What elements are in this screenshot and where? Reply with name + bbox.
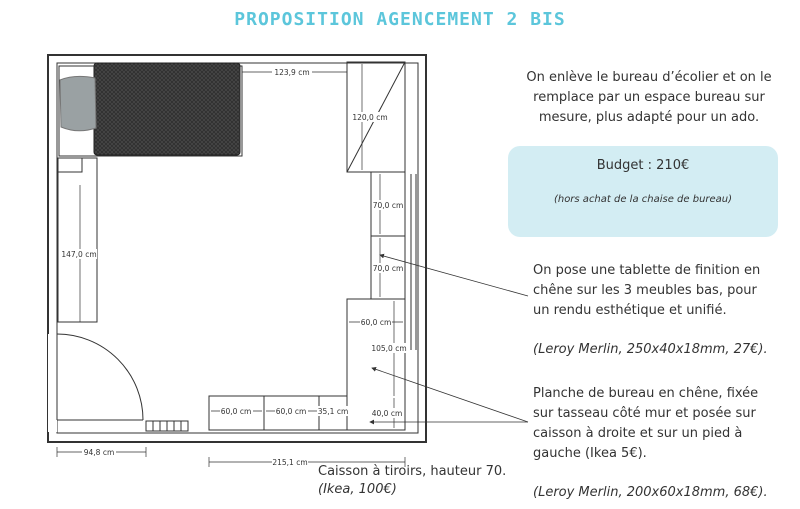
left-wardrobe xyxy=(58,158,97,322)
dim-60-0-b: 60,0 cm xyxy=(275,407,307,416)
dim-60-0-a: 60,0 cm xyxy=(220,407,252,416)
dim-123-9: 123,9 cm xyxy=(274,68,310,77)
bed xyxy=(59,63,242,156)
caisson-source: (Ikea, 100€) xyxy=(318,482,397,497)
bed-cover xyxy=(94,63,240,155)
tablette-source: (Leroy Merlin, 250x40x18mm, 27€). xyxy=(533,342,768,357)
dim-147-0: 147,0 cm xyxy=(61,250,97,259)
dim-60-0-right: 60,0 cm xyxy=(360,318,392,327)
right-units xyxy=(347,172,416,430)
caisson-note xyxy=(318,463,508,499)
door xyxy=(48,334,143,432)
dim-215-1: 215,1 cm xyxy=(272,458,308,467)
intro-text: On enlève le bureau d’écolier et on le remplace par un espace bureau sur mesure, plus adapté pour un ado. xyxy=(526,70,772,125)
page-title: PROPOSITION AGENCEMENT 2 BIS xyxy=(234,9,566,30)
radiator xyxy=(146,421,188,431)
budget-note: (hors achat de la chaise de bureau) xyxy=(553,194,733,205)
caisson-text: Caisson à tiroirs, hauteur 70. xyxy=(318,464,507,479)
dim-70-0-a: 70,0 cm xyxy=(372,201,404,210)
budget-box xyxy=(508,146,778,237)
dim-94-8: 94,8 cm xyxy=(83,448,115,457)
planche-source: (Leroy Merlin, 200x60x18mm, 68€). xyxy=(533,485,768,500)
pillow xyxy=(60,76,96,130)
budget-label: Budget : 210€ xyxy=(596,158,690,173)
dim-70-0-b: 70,0 cm xyxy=(372,264,404,273)
dim-105-0: 105,0 cm xyxy=(371,344,407,353)
dim-40-0: 40,0 cm xyxy=(371,409,403,418)
tablette-text: On pose une tablette de finition en chêne sur les 3 meubles bas, pour un rendu esthétique et unifié. xyxy=(533,263,761,318)
planche-text: Planche de bureau en chêne, fixée sur tasseau côté mur et posée sur caisson à droite et sur un pied à gauche (Ikea 5€). xyxy=(533,386,759,461)
dim-120-0: 120,0 cm xyxy=(352,113,388,122)
dim-35-1: 35,1 cm xyxy=(317,407,349,416)
